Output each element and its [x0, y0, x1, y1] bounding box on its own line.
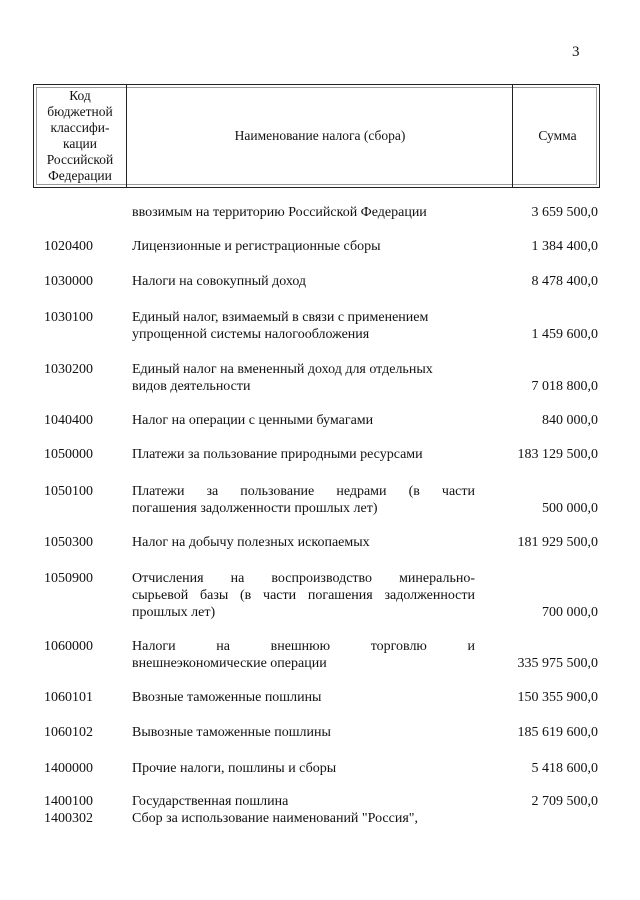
tax-name	[132, 810, 475, 827]
tax-name-line: ввозимым на территорию Российской Федерации	[132, 205, 427, 220]
tax-sum: 700 000,0	[542, 605, 598, 620]
tax-name-line: внешнеэкономические операции	[132, 656, 327, 671]
tax-name	[132, 309, 475, 343]
header-code-line: бюджетной	[47, 104, 113, 119]
tax-name-line: Единый налог на вмененный доход для отдельных	[132, 362, 433, 377]
tax-name	[132, 204, 475, 221]
budget-code: 1030000	[44, 274, 93, 289]
tax-name	[132, 638, 475, 672]
tax-name	[132, 724, 475, 741]
header-code-line: Федерации	[48, 168, 112, 183]
header-code-line: Код	[69, 88, 91, 103]
tax-name	[132, 483, 475, 517]
tax-name	[132, 361, 475, 395]
tax-name-line: Ввозные таможенные пошлины	[132, 690, 322, 705]
budget-code: 1030200	[44, 362, 93, 377]
tax-sum: 185 619 600,0	[517, 725, 598, 740]
tax-sum: 5 418 600,0	[531, 761, 598, 776]
budget-code: 1020400	[44, 239, 93, 254]
tax-sum: 1 459 600,0	[531, 327, 598, 342]
tax-name-line: Платежи за пользование природными ресурсами	[132, 447, 423, 462]
tax-name	[132, 238, 475, 255]
tax-name-line: Налоги на внешнюю торговлю и	[132, 639, 475, 654]
tax-sum: 1 384 400,0	[531, 239, 598, 254]
tax-name-line: Единый налог, взимаемый в связи с применением	[132, 310, 429, 325]
tax-name-line: Отчисления на воспроизводство минерально-	[132, 571, 475, 586]
budget-code: 1050900	[44, 571, 93, 586]
tax-name-line: Лицензионные и регистрационные сборы	[132, 239, 381, 254]
tax-name	[132, 446, 475, 463]
tax-name-line: упрощенной системы налогообложения	[132, 327, 370, 342]
budget-code: 1030100	[44, 310, 93, 325]
budget-code: 1060102	[44, 725, 93, 740]
budget-code: 1400100	[44, 794, 93, 809]
tax-sum: 181 929 500,0	[517, 535, 598, 550]
header-code-line: кации	[62, 136, 98, 151]
tax-name	[132, 273, 475, 290]
tax-sum: 7 018 800,0	[531, 379, 598, 394]
tax-name-line: Налог на операции с ценными бумагами	[132, 413, 374, 428]
budget-code: 1050300	[44, 535, 93, 550]
tax-name-line: Вывозные таможенные пошлины	[132, 725, 331, 740]
tax-name	[132, 689, 475, 706]
budget-code: 1050100	[44, 484, 93, 499]
tax-name-line: Сбор за использование наименований "Россия",	[132, 811, 419, 826]
tax-name-line: Налоги на совокупный доход	[132, 274, 307, 289]
tax-name-line: Платежи за пользование недрами (в части	[132, 484, 475, 499]
tax-sum: 150 355 900,0	[517, 690, 598, 705]
budget-code: 1400302	[44, 811, 93, 826]
tax-sum: 3 659 500,0	[531, 205, 598, 220]
tax-sum: 500 000,0	[542, 501, 598, 516]
tax-name	[132, 534, 475, 551]
tax-sum: 840 000,0	[542, 413, 598, 428]
header-code-column	[34, 85, 126, 187]
tax-name-line: Прочие налоги, пошлины и сборы	[132, 761, 337, 776]
tax-name-line: сырьевой базы (в части погашения задолженности	[132, 588, 475, 603]
budget-code: 1060101	[44, 690, 93, 705]
tax-name-line: Государственная пошлина	[132, 794, 289, 809]
table-header	[33, 84, 600, 188]
tax-name-line: прошлых лет)	[132, 605, 216, 620]
budget-code: 1050000	[44, 447, 93, 462]
budget-code: 1040400	[44, 413, 93, 428]
tax-sum: 183 129 500,0	[517, 447, 598, 462]
tax-sum: 2 709 500,0	[531, 794, 598, 809]
tax-sum: 335 975 500,0	[517, 656, 598, 671]
page-number: 3	[572, 44, 580, 60]
tax-name-line: погашения задолженности прошлых лет)	[132, 501, 378, 516]
tax-name	[132, 760, 475, 777]
budget-code: 1400000	[44, 761, 93, 776]
tax-name	[132, 412, 475, 429]
header-name-column: Наименование налога (сбора)	[126, 85, 513, 187]
tax-name-line: Налог на добычу полезных ископаемых	[132, 535, 370, 550]
tax-name	[132, 793, 475, 810]
header-code-line: Российской	[46, 152, 114, 167]
header-code-line: классифи-	[50, 120, 110, 135]
tax-name-line: видов деятельности	[132, 379, 251, 394]
tax-name	[132, 570, 475, 621]
header-sum-column: Сумма	[512, 85, 602, 187]
budget-code: 1060000	[44, 639, 93, 654]
tax-sum: 8 478 400,0	[531, 274, 598, 289]
